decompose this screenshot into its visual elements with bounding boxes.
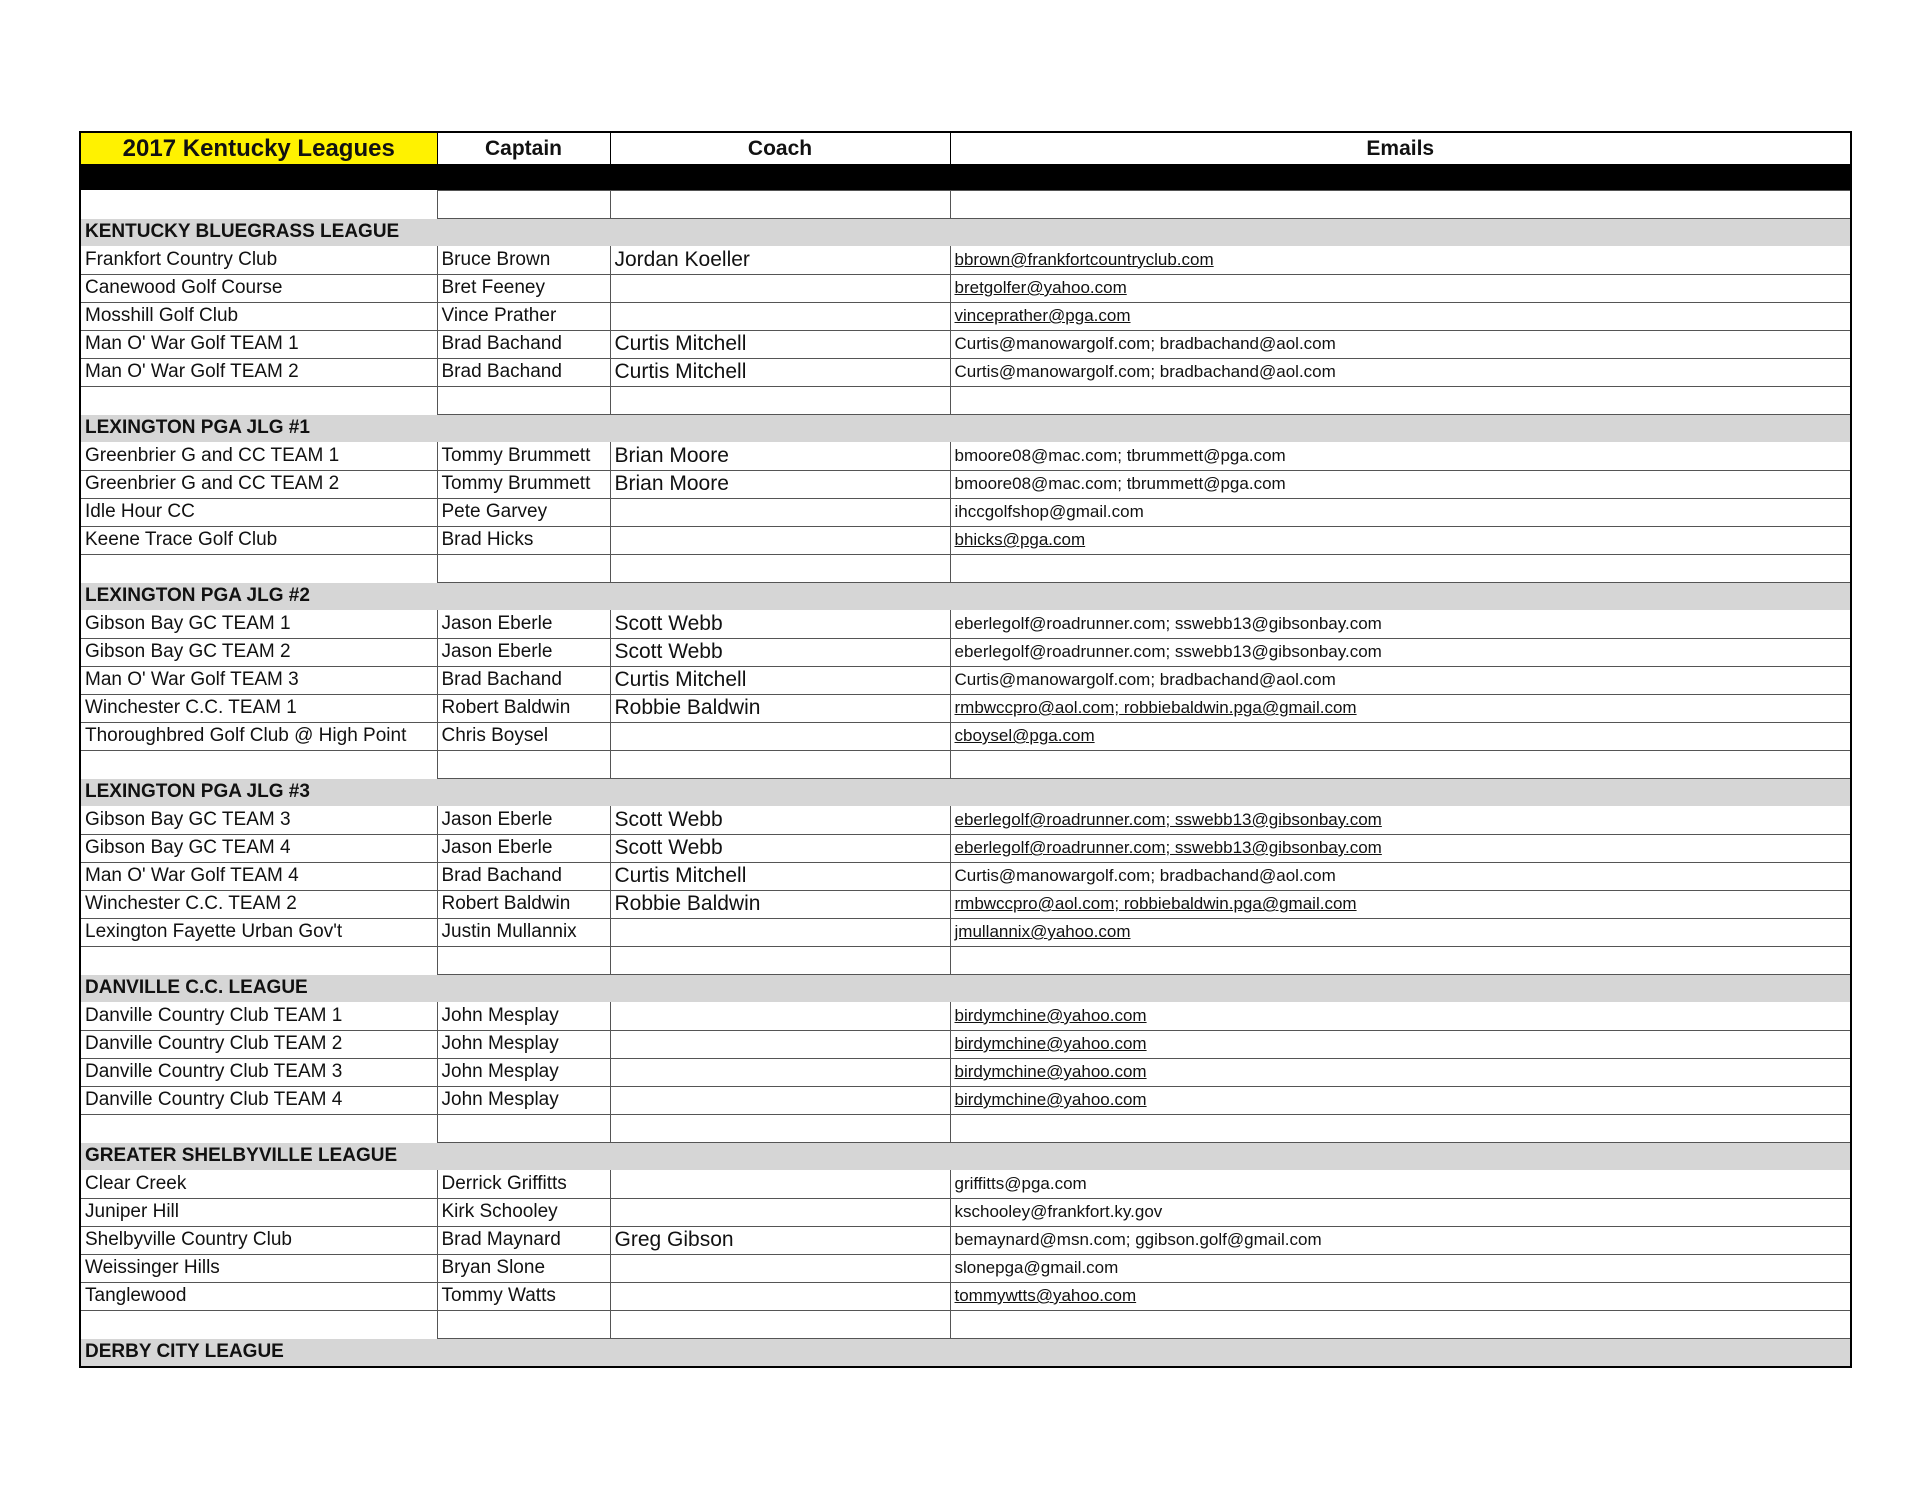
email-link[interactable]: bretgolfer@yahoo.com [950,274,1850,302]
captain-cell: Tommy Watts [437,1282,610,1310]
coach-cell [610,1002,950,1030]
email-cell: bemaynard@msn.com; ggibson.golf@gmail.com [950,1226,1850,1254]
coach-cell [610,722,950,750]
email-cell: bmoore08@mac.com; tbrummett@pga.com [950,470,1850,498]
captain-column-header: Captain [437,133,610,164]
email-cell: griffitts@pga.com [950,1170,1850,1198]
coach-cell [610,1058,950,1086]
email-link[interactable]: rmbwccpro@aol.com; robbiebaldwin.pga@gmail.com [950,890,1850,918]
team-row [81,862,1850,890]
captain-cell: Brad Maynard [437,1226,610,1254]
coach-cell [610,1282,950,1310]
coach-cell: Curtis Mitchell [610,330,950,358]
spacer-row [81,750,1850,778]
team-name-cell: Man O' War Golf TEAM 4 [81,862,437,890]
coach-cell: Curtis Mitchell [610,358,950,386]
team-row [81,918,1850,946]
header-divider-bar [81,164,1850,190]
email-link[interactable]: eberlegolf@roadrunner.com; sswebb13@gibsonbay.com [950,806,1850,834]
email-cell: eberlegolf@roadrunner.com; sswebb13@gibsonbay.com [950,638,1850,666]
team-name-cell: Danville Country Club TEAM 4 [81,1086,437,1114]
team-name-cell: Danville Country Club TEAM 1 [81,1002,437,1030]
coach-cell [610,918,950,946]
coach-cell: Greg Gibson [610,1226,950,1254]
team-row [81,1058,1850,1086]
team-row [81,1002,1850,1030]
captain-cell: Jason Eberle [437,638,610,666]
team-row [81,442,1850,470]
section-title: LEXINGTON PGA JLG #1 [81,414,1850,442]
email-link[interactable]: rmbwccpro@aol.com; robbiebaldwin.pga@gmail.com [950,694,1850,722]
team-name-cell: Danville Country Club TEAM 3 [81,1058,437,1086]
coach-cell [610,1254,950,1282]
email-cell: Curtis@manowargolf.com; bradbachand@aol.com [950,358,1850,386]
team-row [81,638,1850,666]
spacer-row [81,946,1850,974]
section-title: LEXINGTON PGA JLG #3 [81,778,1850,806]
team-row [81,246,1850,274]
coach-cell: Jordan Koeller [610,246,950,274]
email-cell: slonepga@gmail.com [950,1254,1850,1282]
team-row [81,666,1850,694]
team-row [81,470,1850,498]
coach-cell: Scott Webb [610,834,950,862]
coach-cell: Robbie Baldwin [610,890,950,918]
email-link[interactable]: birdymchine@yahoo.com [950,1086,1850,1114]
captain-cell: Bret Feeney [437,274,610,302]
team-row [81,1198,1850,1226]
coach-cell: Brian Moore [610,442,950,470]
captain-cell: John Mesplay [437,1086,610,1114]
captain-cell: Tommy Brummett [437,470,610,498]
coach-cell: Curtis Mitchell [610,862,950,890]
captain-cell: Brad Bachand [437,330,610,358]
captain-cell: Bryan Slone [437,1254,610,1282]
email-cell: kschooley@frankfort.ky.gov [950,1198,1850,1226]
email-link[interactable]: eberlegolf@roadrunner.com; sswebb13@gibsonbay.com [950,834,1850,862]
team-row [81,302,1850,330]
team-row [81,1086,1850,1114]
email-cell: Curtis@manowargolf.com; bradbachand@aol.com [950,666,1850,694]
email-cell: eberlegolf@roadrunner.com; sswebb13@gibsonbay.com [950,610,1850,638]
section-title: DERBY CITY LEAGUE [81,1338,1850,1366]
section-header-row [81,414,1850,442]
coach-cell [610,1086,950,1114]
team-name-cell: Shelbyville Country Club [81,1226,437,1254]
email-link[interactable]: cboysel@pga.com [950,722,1850,750]
coach-cell [610,1170,950,1198]
team-name-cell: Gibson Bay GC TEAM 2 [81,638,437,666]
spacer-row [81,1114,1850,1142]
captain-cell: Jason Eberle [437,806,610,834]
captain-cell: Kirk Schooley [437,1198,610,1226]
team-name-cell: Lexington Fayette Urban Gov't [81,918,437,946]
team-name-cell: Mosshill Golf Club [81,302,437,330]
team-name-cell: Weissinger Hills [81,1254,437,1282]
team-name-cell: Thoroughbred Golf Club @ High Point [81,722,437,750]
team-name-cell: Danville Country Club TEAM 2 [81,1030,437,1058]
spacer-row [81,190,1850,218]
captain-cell: John Mesplay [437,1030,610,1058]
team-row [81,1170,1850,1198]
header-row [81,133,1850,164]
section-header-row [81,218,1850,246]
team-row [81,610,1850,638]
captain-cell: Vince Prather [437,302,610,330]
team-row [81,722,1850,750]
team-row [81,330,1850,358]
team-row [81,526,1850,554]
captain-cell: Robert Baldwin [437,694,610,722]
team-name-cell: Gibson Bay GC TEAM 3 [81,806,437,834]
coach-cell: Robbie Baldwin [610,694,950,722]
league-table [81,133,1850,1366]
coach-cell: Scott Webb [610,806,950,834]
sheet-title: 2017 Kentucky Leagues [81,133,437,164]
email-cell: Curtis@manowargolf.com; bradbachand@aol.com [950,862,1850,890]
captain-cell: John Mesplay [437,1058,610,1086]
captain-cell: Justin Mullannix [437,918,610,946]
email-cell: bmoore08@mac.com; tbrummett@pga.com [950,442,1850,470]
team-row [81,1226,1850,1254]
coach-cell: Scott Webb [610,638,950,666]
captain-cell: Brad Bachand [437,862,610,890]
team-row [81,890,1850,918]
team-name-cell: Clear Creek [81,1170,437,1198]
coach-cell [610,1198,950,1226]
email-link[interactable]: vinceprather@pga.com [950,302,1850,330]
section-header-row [81,974,1850,1002]
captain-cell: Brad Bachand [437,358,610,386]
league-spreadsheet [79,131,1852,1368]
email-cell: Curtis@manowargolf.com; bradbachand@aol.com [950,330,1850,358]
emails-column-header: Emails [1366,136,1435,160]
email-link[interactable]: bhicks@pga.com [950,526,1850,554]
section-title: LEXINGTON PGA JLG #2 [81,582,1850,610]
email-link[interactable]: birdymchine@yahoo.com [950,1002,1850,1030]
email-cell: ihccgolfshop@gmail.com [950,498,1850,526]
team-row [81,1030,1850,1058]
captain-cell: Jason Eberle [437,610,610,638]
section-title: DANVILLE C.C. LEAGUE [81,974,1850,1002]
team-row [81,358,1850,386]
team-name-cell: Winchester C.C. TEAM 1 [81,694,437,722]
email-link[interactable]: bbrown@frankfortcountryclub.com [950,246,1850,274]
coach-cell [610,526,950,554]
team-name-cell: Tanglewood [81,1282,437,1310]
section-title: GREATER SHELBYVILLE LEAGUE [81,1142,1850,1170]
team-name-cell: Winchester C.C. TEAM 2 [81,890,437,918]
captain-cell: John Mesplay [437,1002,610,1030]
coach-cell: Scott Webb [610,610,950,638]
team-row [81,1282,1850,1310]
spacer-row [81,1310,1850,1338]
team-name-cell: Man O' War Golf TEAM 2 [81,358,437,386]
coach-cell [610,498,950,526]
team-row [81,834,1850,862]
coach-cell: Curtis Mitchell [610,666,950,694]
team-row [81,806,1850,834]
captain-cell: Brad Hicks [437,526,610,554]
email-link[interactable]: birdymchine@yahoo.com [950,1058,1850,1086]
coach-column-header: Coach [610,133,950,164]
captain-cell: Robert Baldwin [437,890,610,918]
team-name-cell: Greenbrier G and CC TEAM 2 [81,470,437,498]
section-title: KENTUCKY BLUEGRASS LEAGUE [81,218,1850,246]
email-link[interactable]: birdymchine@yahoo.com [950,1030,1850,1058]
team-row [81,694,1850,722]
team-name-cell: Canewood Golf Course [81,274,437,302]
coach-cell [610,1030,950,1058]
section-header-row [81,1338,1850,1366]
team-name-cell: Greenbrier G and CC TEAM 1 [81,442,437,470]
captain-cell: Tommy Brummett [437,442,610,470]
spacer-row [81,554,1850,582]
team-name-cell: Man O' War Golf TEAM 3 [81,666,437,694]
spacer-row [81,386,1850,414]
team-row [81,1254,1850,1282]
team-name-cell: Gibson Bay GC TEAM 1 [81,610,437,638]
team-name-cell: Man O' War Golf TEAM 1 [81,330,437,358]
team-name-cell: Frankfort Country Club [81,246,437,274]
team-name-cell: Gibson Bay GC TEAM 4 [81,834,437,862]
team-name-cell: Juniper Hill [81,1198,437,1226]
email-link[interactable]: tommywtts@yahoo.com [950,1282,1850,1310]
captain-cell: Jason Eberle [437,834,610,862]
section-header-row [81,778,1850,806]
section-header-row [81,582,1850,610]
captain-cell: Pete Garvey [437,498,610,526]
coach-cell: Brian Moore [610,470,950,498]
captain-cell: Bruce Brown [437,246,610,274]
captain-cell: Chris Boysel [437,722,610,750]
team-name-cell: Keene Trace Golf Club [81,526,437,554]
coach-cell [610,302,950,330]
coach-cell [610,274,950,302]
section-header-row [81,1142,1850,1170]
email-link[interactable]: jmullannix@yahoo.com [950,918,1850,946]
team-row [81,274,1850,302]
captain-cell: Derrick Griffitts [437,1170,610,1198]
team-name-cell: Idle Hour CC [81,498,437,526]
team-row [81,498,1850,526]
captain-cell: Brad Bachand [437,666,610,694]
